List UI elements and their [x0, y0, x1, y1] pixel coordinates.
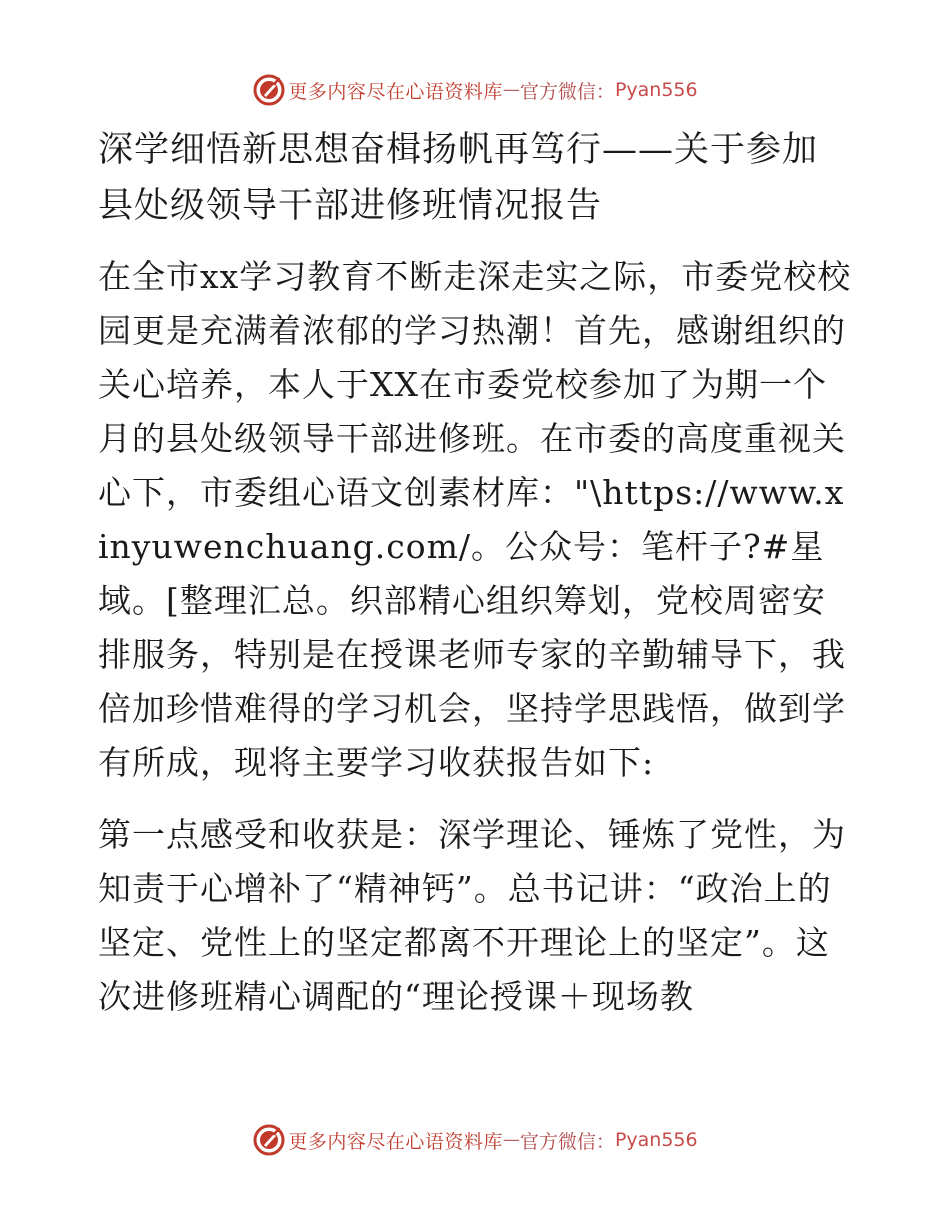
banner-separator: —: [502, 80, 520, 100]
banner-main-text: 更多内容尽在心语资料库: [288, 80, 503, 103]
banner-wechat-label: 官方微信：: [519, 1130, 615, 1153]
paragraph-intro: 在全市xx学习教育不断走深走实之际，市委党校校园更是充满着浓郁的学习热潮！首先，感谢组织的关心培养，本人于XX在市委党校参加了为期一个月的县处级领导干部进修班。在市委的高度重视关心下，市委组心语文创素材库："\https://www.xinyuwenchuang.com/。公众号：笔杆子?#星域。[整理汇总。织部精心组织筹划，党校周密安排服务，特别是在授课老师专家的辛勤辅导下，我倍加珍惜难得的学习机会，坚持学思践悟，做到学有所成，现将主要学习收获报告如下:: [98, 257, 852, 782]
banner-wechat-id: Pyan556: [614, 1129, 698, 1151]
banner-wechat-id: Pyan556: [614, 79, 698, 101]
banner-separator: —: [502, 1130, 520, 1150]
banner-wechat-label: 官方微信：: [519, 80, 615, 103]
document-title: 深学细悟新思想奋楫扬帆再笃行——关于参加县处级领导干部进修班情况报告: [98, 130, 819, 226]
header-watermark-banner: [0, 70, 950, 110]
quill-seal-icon: [252, 1123, 286, 1157]
footer-watermark-banner: [0, 1120, 950, 1160]
quill-seal-icon: [252, 73, 286, 107]
document-body: [98, 122, 853, 1042]
paragraph-first-point: 第一点感受和收获是：深学理论、锤炼了党性，为知责于心增补了“精神钙”。总书记讲：“政治上的坚定、党性上的坚定都离不开理论上的坚定”。这次进修班精心调配的“理论授课＋现场教: [98, 815, 846, 1016]
banner-main-text: 更多内容尽在心语资料库: [288, 1130, 503, 1153]
